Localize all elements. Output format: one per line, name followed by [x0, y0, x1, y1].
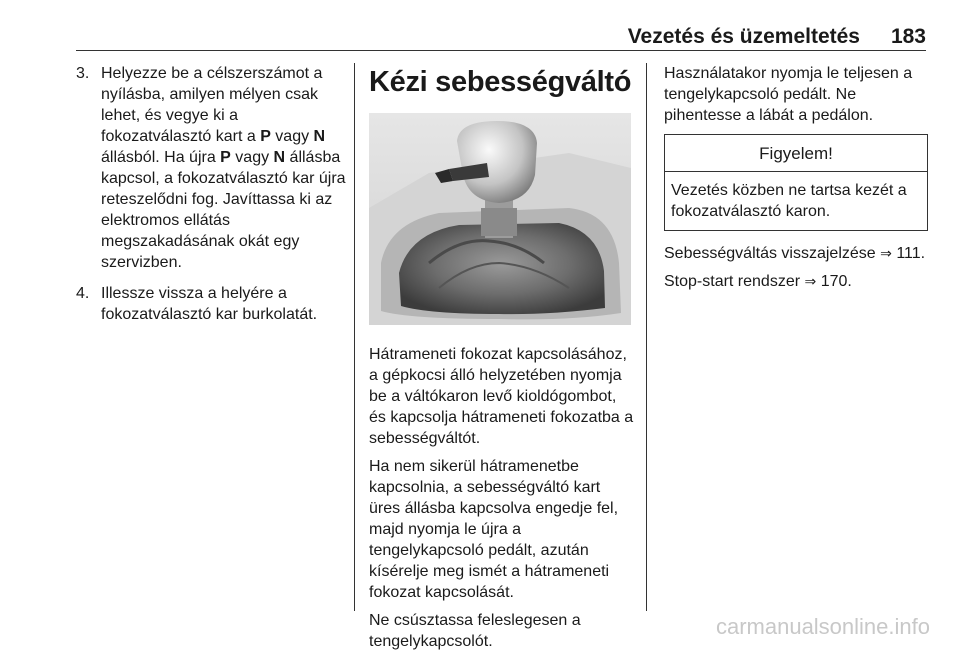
page-reference-arrow-icon: ⇒ [880, 245, 892, 261]
step-number: 4. [76, 285, 90, 302]
page-header-title: Vezetés és üzemeltetés [627, 25, 860, 48]
gear-position-n: N [273, 149, 286, 166]
step-text-part: állásba kapcsol, a fokozatválasztó kar újra reteszelődni fog. Javíttassa ki az elektromos ellátás megszakadásának okát egy szervizben. [101, 149, 346, 271]
paragraph: Ne csúsztassa feleslegesen a tengelykapcsolót. [369, 612, 581, 650]
right-column [664, 63, 928, 299]
header-divider [76, 50, 926, 51]
middle-column [369, 63, 635, 659]
section-title: Kézi sebességváltó [369, 66, 632, 98]
step-4 [76, 283, 348, 325]
watermark: carmanualsonline.info [715, 614, 930, 639]
paragraph: Használatakor nyomja le teljesen a tengelykapcsoló pedált. Ne pihentesse a lábát a pedálon. [664, 65, 913, 124]
gear-position-p: P [260, 128, 271, 145]
warning-title: Figyelem! [665, 135, 927, 172]
cross-reference-text: Stop-start rendszer [664, 273, 801, 290]
gear-position-p: P [220, 149, 231, 166]
column-divider-right [646, 63, 647, 611]
cross-reference[interactable] [664, 271, 928, 292]
step-text-part: állásból. Ha újra [101, 149, 221, 166]
gear-lever-illustration [369, 113, 631, 325]
gear-position-n: N [313, 128, 326, 145]
step-text-part: vagy [270, 128, 314, 145]
warning-text: Vezetés közben ne tartsa kezét a fokozatválasztó karon. [671, 182, 907, 220]
step-text: Illessze vissza a helyére a fokozatválasztó kar burkolatát. [101, 285, 318, 323]
cross-reference-page: 170. [820, 273, 852, 290]
cross-reference[interactable] [664, 243, 928, 264]
step-number: 3. [76, 65, 90, 82]
instruction-steps [76, 63, 348, 325]
step-3 [76, 63, 348, 273]
page-number: 183 [890, 25, 926, 48]
paragraph: Hátrameneti fokozat kapcsolásához, a gépkocsi álló helyzetében nyomja be a váltókaron levő kioldógombot, és kapcsolja hátrameneti fokozatba a sebességváltót. [369, 346, 634, 447]
page-reference-arrow-icon: ⇒ [804, 273, 817, 289]
step-text-part: vagy [230, 149, 274, 166]
cross-reference-page: 111. [896, 245, 926, 262]
gear-lever-photo [369, 113, 631, 325]
step-text-part: Helyezze be a célszerszámot a nyílásba, amilyen mélyen csak lehet, és vegye ki a fokozatválasztó kart a [101, 65, 323, 145]
warning-box [664, 134, 928, 231]
cross-reference-text: Sebességváltás visszajelzése [664, 245, 876, 262]
column-divider-left [354, 63, 355, 611]
left-column [76, 63, 348, 335]
paragraph: Ha nem sikerül hátramenetbe kapcsolnia, a sebességváltó kart üres állásba kapcsolva engedje fel, majd nyomja le újra a tengelykapcsoló pedált, azután kísérelje meg ismét a hátrameneti fokozat kapcsolását. [369, 458, 619, 601]
